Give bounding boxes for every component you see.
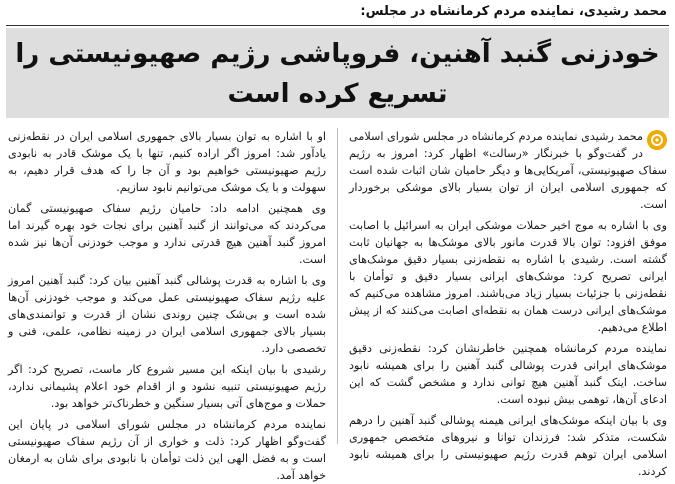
- left-paragraph: وی با اشاره به قدرت پوشالی گنبد آهنین بیان کرد: گنبد آهنین امروز علیه رژیم سفاک صهیونیستی عمل می‌کند و موجب خودزنی آن‌ها شده است و بی‌شک چنین روندی نشان از قدرت و توانمندی‌های بسیار بالای جمهوری اسلامی ایران در زمینه نظامی، علمی، فنی و تخصصی دارد.: [8, 274, 326, 355]
- right-paragraph: نماینده مردم کرمانشاه همچنین خاطرنشان کرد: نقطه‌زنی دقیق موشک‌های ایرانی قدرت پوشالی گنبد آهنین را برای همیشه نابود ساخت. اینک گنبد آهنین هیچ توانی ندارد و مشخص گشت که این ادعای آن‌ها، توهمی بیش نبوده است.: [349, 342, 667, 406]
- left-paragraph: رشیدی با بیان اینکه این مسیر شروع کار ماست، تصریح کرد: اگر رژیم صهیونیستی تنبیه نشود و از اقدام خود اعلام پشیمانی ندارد، حملات و موج‌های آتی بسیار سنگین و خطرناک‌تر خواهد بود.: [8, 363, 326, 410]
- kicker: محمد رشیدی، نماینده مردم کرمانشاه در مجلس:: [360, 4, 667, 19]
- right-paragraph: محمد رشیدی نماینده مردم کرمانشاه در مجلس شورای اسلامی در گفت‌وگو با خبرنگار «رسالت» اظهار کرد: امروز به رژیم سفاک صهیونیستی، آمریکایی‌ها و دیگر حامیان شان اثبات شده است که جمهوری اسلامی ایران از توان بسیار بالای موشکی برخوردار است.: [349, 130, 667, 211]
- kicker-bar: [0, 0, 675, 26]
- left-column: [8, 128, 326, 482]
- article-body: [8, 128, 667, 482]
- left-paragraph: نماینده مردم کرمانشاه در مجلس شورای اسلامی در پایان این گفت‌وگو اظهار کرد: ذلت و خواری از آن رژیم سفاک صهیونیستی است و به فضل الهی این ذلت توأمان با نابودی برای شان به ارمغان خواهد آمد.: [8, 418, 326, 482]
- headline-line-1: خودزنی گنبد آهنین، فروپاشی رژیم صهیونیستی را: [15, 39, 660, 69]
- right-paragraph: وی با اشاره به موج اخیر حملات موشکی ایران به اسرائیل با اصابت موفق افزود: توان بالا قدرت مانور بالای موشک‌ها به جهانیان ثابت گشته است. رشیدی با اشاره به نقطه‌زنی بسیار دقیق موشک‌های ایرانی تصریح کرد: موشک‌های ایرانی بسیار دقیق و توأمان با نقطه‌زنی با جزئیات بسیار زیاد می‌باشند. امروز مشاهده می‌کنیم که موشک‌های ایرانی درست همان به نقطه‌ای اصابت می‌کنند که از پیش اطلاع می‌دهیم.: [349, 219, 667, 334]
- resalat-logo-icon: [647, 130, 667, 150]
- kicker-rule: [6, 25, 669, 26]
- headline-line-2: تسریع کرده است: [227, 79, 448, 109]
- headline: [6, 28, 669, 114]
- right-column: [349, 128, 667, 478]
- left-paragraph: او با اشاره به توان بسیار بالای جمهوری اسلامی ایران در نقطه‌زنی یادآور شد: امروز اگر اراده کنیم، تنها با یک موشک قادر به نابودی رژیم صهیونیستی خواهیم بود و آن جا را که هدف قرار دهیم، به سهولت و با یک موشک می‌توانیم نابود سازیم.: [8, 130, 326, 194]
- right-paragraph: وی با بیان اینکه موشک‌های ایرانی هیمنه پوشالی گنبد آهنین را درهم شکست، متذکر شد: فرزندان توانا و نیروهای متخصص جمهوری اسلامی ایران توهم قدرت رژیم صهیونیستی را برای همیشه نابود کردند.: [349, 414, 667, 478]
- left-paragraph: وی همچنین ادامه داد: حامیان رژیم سفاک صهیونیستی گمان می‌کردند که می‌توانند از گنبد آهنین برای نجات خود بهره گیرند اما امروز گنبد آهنین هیچ قدرتی ندارد و موجب خودزنی آن‌ها نیز شده است.: [8, 202, 326, 266]
- headline-box: [6, 28, 669, 118]
